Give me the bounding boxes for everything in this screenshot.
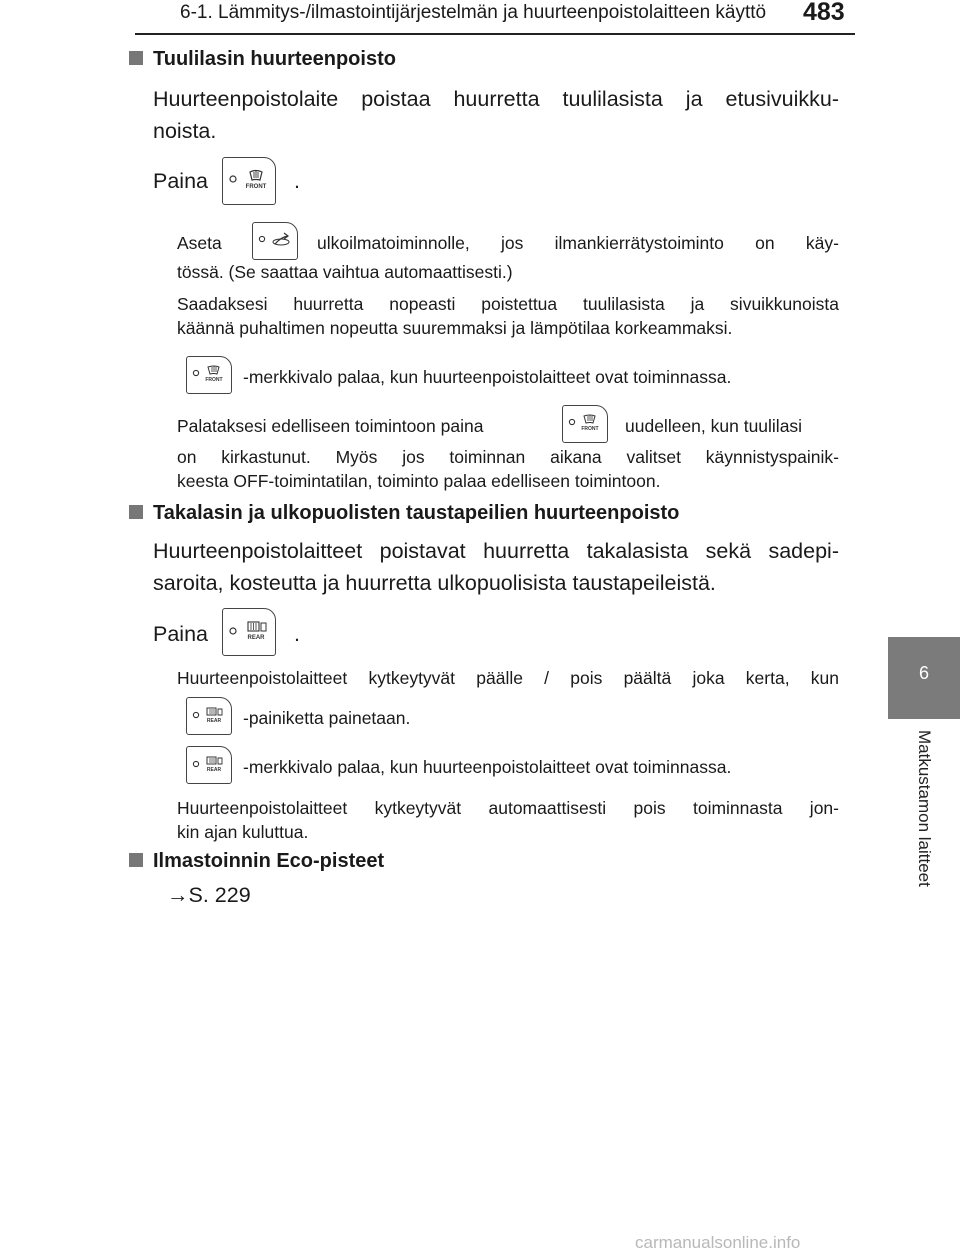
front-defogger-icon	[223, 158, 277, 206]
svg-text:REAR: REAR	[206, 767, 222, 773]
svg-text:REAR: REAR	[206, 718, 222, 724]
note-fast-defrost: Saadaksesi huurretta nopeasti poistettua tuulilasista ja sivuikkunoista käännä puhaltimen nopeutta suuremmaksi ja lämpötilaa korkeammaksi.	[177, 294, 839, 338]
rear-note-indicator: -merkkivalo palaa, kun huurteenpoistolaitteet ovat toiminnassa.	[243, 757, 732, 777]
page-number: 483	[803, 0, 845, 26]
front-defogger-return-button[interactable]	[562, 405, 608, 443]
front-defogger-button[interactable]	[222, 157, 276, 205]
note-set-text-line2: tössä. (Se saattaa vaihtua automaattisesti.)	[177, 262, 513, 282]
chapter-tab[interactable]	[888, 637, 960, 719]
outside-air-button[interactable]	[252, 222, 298, 260]
rear-defogger-icon	[223, 609, 277, 657]
rear-defogger-button[interactable]	[222, 608, 276, 656]
note-set-label: Aseta	[177, 233, 222, 253]
rear-press-end: .	[294, 622, 300, 646]
header-divider	[135, 33, 855, 35]
chapter-tab-number: 6	[918, 663, 929, 683]
chapter-tab-label: Matkustamon laitteet	[915, 730, 934, 887]
windshield-intro: Huurteenpoistolaite poistaa huurretta tuulilasista ja etusivuikku- noista.	[153, 87, 839, 143]
rear-press-label: Paina	[153, 622, 208, 646]
note-set-text: ulkoilmatoiminnolle, jos ilmankierrätystoiminto on käy-	[317, 233, 839, 253]
note-return-end: uudelleen, kun tuulilasi	[625, 416, 803, 436]
front-defogger-icon	[563, 406, 609, 444]
rear-intro: Huurteenpoistolaitteet poistavat huurretta takalasista sekä sadepi- saroita, kosteutta ja huurretta ulkopuolisista taustapeileistä.	[153, 539, 839, 595]
rear-defogger-indicator-button[interactable]	[186, 746, 232, 784]
section-heading-eco: Ilmastoinnin Eco-pisteet	[129, 850, 384, 873]
rear-defogger-small-button[interactable]	[186, 697, 232, 735]
section-heading-windshield: Tuulilasin huurteenpoisto	[129, 48, 396, 71]
svg-text:FRONT: FRONT	[205, 377, 223, 383]
rear-note-auto-off: Huurteenpoistolaitteet kytkeytyvät automaattisesti pois toiminnasta jon- kin ajan kuluttua.	[177, 798, 839, 842]
windshield-press-label: Paina	[153, 169, 208, 193]
front-defogger-indicator-button[interactable]	[186, 356, 232, 394]
outside-air-icon	[253, 223, 299, 261]
svg-text:FRONT: FRONT	[581, 426, 599, 432]
footer-watermark: carmanualsonline.info	[635, 1233, 801, 1252]
rear-note-toggle-line2: -painiketta painetaan.	[243, 708, 411, 728]
note-return-start: Palataksesi edelliseen toimintoon paina	[177, 416, 484, 436]
square-bullet-icon	[129, 505, 143, 519]
chapter-tab-label-area	[888, 722, 960, 1004]
rear-defogger-icon	[187, 747, 233, 785]
square-bullet-icon	[129, 51, 143, 65]
svg-text:REAR: REAR	[247, 635, 265, 641]
section-heading-rear: Takalasin ja ulkopuolisten taustapeilien huurteenpoisto	[129, 502, 679, 525]
chapter-title: 6-1. Lämmitys-/ilmastointijärjestelmän ja huurteenpoistolaitteen käyttö	[180, 2, 767, 23]
rear-defogger-icon	[187, 698, 233, 736]
svg-text:FRONT: FRONT	[245, 184, 267, 190]
windshield-press-end: .	[294, 169, 300, 193]
eco-page-reference[interactable]: →S. 229	[167, 883, 251, 907]
note-front-indicator: -merkkivalo palaa, kun huurteenpoistolaitteet ovat toiminnassa.	[243, 367, 732, 387]
front-defogger-icon	[187, 357, 233, 395]
note-return-rest: on kirkastunut. Myös jos toiminnan aikana valitset käynnistyspainik- keesta OFF-toimintatilan, toiminto palaa edelliseen toimintoon.	[177, 447, 839, 491]
rear-note-toggle-line1: Huurteenpoistolaitteet kytkeytyvät päälle / pois päältä joka kerta, kun	[177, 668, 839, 688]
square-bullet-icon	[129, 853, 143, 867]
